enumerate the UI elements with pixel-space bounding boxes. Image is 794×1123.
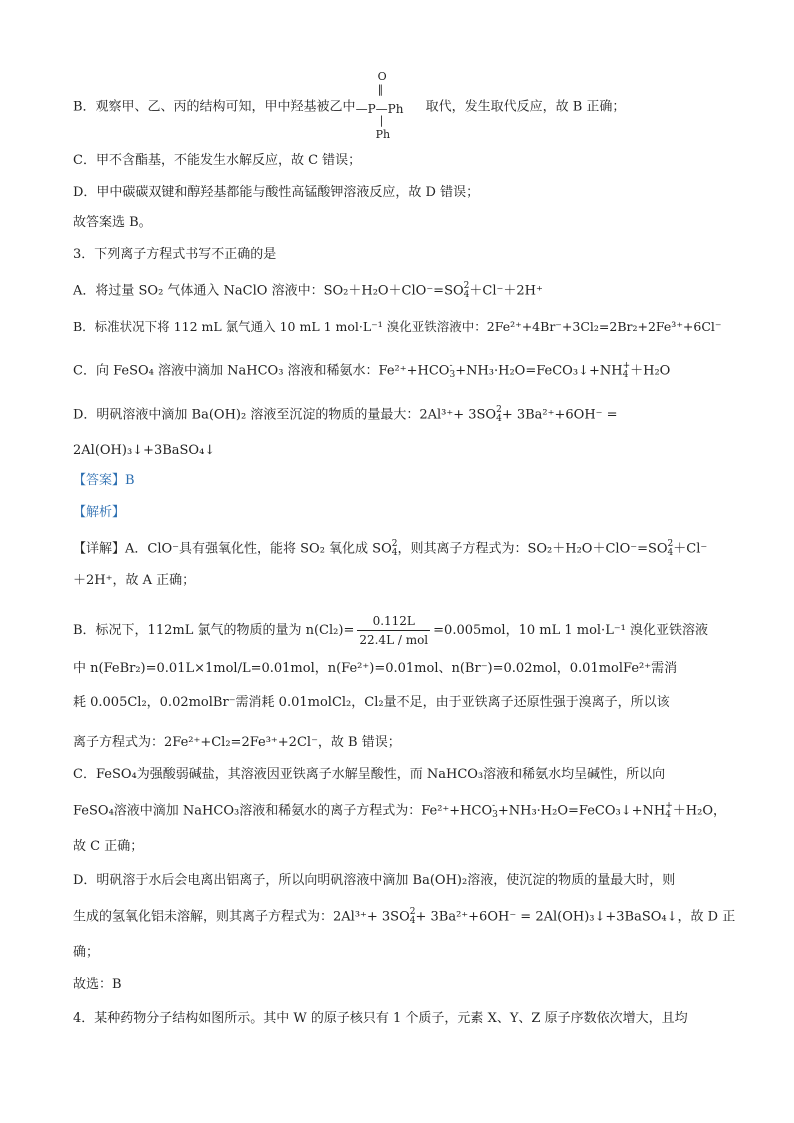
detail-d-2 xyxy=(73,908,734,927)
text: + 3Ba²⁺+6OH⁻ = xyxy=(501,407,618,423)
text: +NH₃·H₂O=FeCO₃↓+NH xyxy=(455,363,623,379)
text: ＋H₂O xyxy=(630,363,671,379)
question-3-option-d-cont: 2Al(OH)₃↓+3BaSO₄↓ xyxy=(73,443,216,458)
question-3: 3．下列离子方程式书写不正确的是 xyxy=(73,247,277,262)
option-d-note: D．甲中碳碳双键和醇羟基都能与酸性高锰酸钾溶液反应，故 D 错误； xyxy=(73,185,480,200)
double-bond: ‖ xyxy=(377,83,384,96)
text: 生成的氢氧化铝未溶解，则其离子方程式为：2Al³⁺+ 3SO xyxy=(73,909,410,925)
analysis-heading: 【解析】 xyxy=(73,505,126,520)
detail-b-3: 耗 0.005Cl₂，0.02molBr⁻需消耗 0.01molCl₂，Cl₂量不足，由于亚铁离子还原性强于溴离子，所以该 xyxy=(73,695,670,710)
text: ＋Cl⁻＋2H⁺ xyxy=(469,283,543,299)
denominator: 22.4L / mol xyxy=(359,633,429,647)
text: ＋Cl⁻ xyxy=(673,541,708,557)
text: FeSO₄溶液中滴加 NaHCO₃溶液和稀氨水的离子方程式为：Fe²⁺+HCO xyxy=(73,803,493,819)
question-3-option-b: B．标准状况下将 112 mL 氯气通入 10 mL 1 mol·L⁻¹ 溴化亚铁溶液中：2Fe²⁺+4Br⁻+3Cl₂=2Br₂+2Fe³⁺+6Cl⁻ xyxy=(73,319,722,334)
phosphoryl-structure xyxy=(355,70,426,141)
text: +NH₃·H₂O=FeCO₃↓+NH xyxy=(497,803,666,819)
detail-b xyxy=(73,612,734,649)
text: D．明矾溶液中滴加 Ba(OH)₂ 溶液至沉淀的物质的量最大：2Al³⁺+ 3SO xyxy=(73,407,497,423)
question-3-option-c xyxy=(73,362,734,381)
question-4: 4．某种药物分子结构如图所示。其中 W 的原子核只有 1 个质子，元素 X、Y、Z 原子序数依次增大，且均 xyxy=(73,1011,688,1026)
detail-d-3: 确； xyxy=(73,945,100,960)
text: A．将过量 SO₂ 气体通入 NaClO 溶液中：SO₂＋H₂O＋ClO⁻=SO xyxy=(73,283,464,299)
text: ，则其离子方程式为：SO₂＋H₂O＋ClO⁻=SO xyxy=(397,541,668,557)
sub: 3 xyxy=(492,810,498,820)
sub: 4 xyxy=(665,810,671,820)
sub: 4 xyxy=(496,414,502,424)
sup: 2 xyxy=(667,539,674,549)
detail-c-3: 故 C 正确； xyxy=(73,839,144,854)
sub: 4 xyxy=(409,916,416,926)
detail-c-2 xyxy=(73,802,734,821)
detail-d-1: D．明矾溶于水后会电离出铝离子，所以向明矾溶液中滴加 Ba(OH)₂溶液，使沉淀的物质的量最大时，则 xyxy=(73,873,676,888)
text: 取代，发生取代反应，故 B 正确； xyxy=(425,99,626,115)
p-ph-group: —P—Ph xyxy=(355,102,404,116)
detail-a xyxy=(73,540,734,559)
sup: - xyxy=(492,801,496,811)
sup: + xyxy=(622,361,631,371)
detail-b-4: 离子方程式为：2Fe²⁺+Cl₂=2Fe³⁺+2Cl⁻，故 B 错误； xyxy=(73,735,401,750)
text: B．标况下，112mL 氯气的物质的量为 xyxy=(73,623,302,638)
text: ＋H₂O， xyxy=(672,803,726,819)
answer-heading: 【答案】B xyxy=(73,473,135,488)
select-answer: 故选：B xyxy=(73,977,122,992)
text: 【详解】A．ClO⁻具有强氧化性，能将 SO₂ 氧化成 SO xyxy=(73,541,392,557)
formula-lhs: n(Cl₂)= xyxy=(305,623,355,638)
phenyl-group: Ph xyxy=(375,128,391,141)
sub: 3 xyxy=(449,370,456,380)
text: B．观察甲、乙、丙的结构可知，甲中羟基被乙中 xyxy=(73,99,356,115)
detail-c-1: C．FeSO₄为强酸弱碱盐，其溶液因亚铁离子水解呈酸性，而 NaHCO₃溶液和稀氨水均呈碱性，所以向 xyxy=(73,767,666,782)
single-bond: | xyxy=(379,114,384,127)
sub: 4 xyxy=(391,548,398,558)
oxygen-atom: O xyxy=(377,70,387,83)
sup: 2 xyxy=(496,405,502,415)
text: ，10 mL 1 mol·L⁻¹ 溴化亚铁溶液 xyxy=(505,623,709,638)
sup: 2 xyxy=(463,281,470,291)
sup: 2 xyxy=(391,539,398,549)
option-c-note: C．甲不含酯基，不能发生水解反应，故 C 错误； xyxy=(73,153,362,168)
fraction xyxy=(357,612,430,649)
option-b-observation xyxy=(73,70,734,141)
ion-charge xyxy=(623,362,631,380)
detail-b-2: 中 n(FeBr₂)=0.01L×1mol/L=0.01mol，n(Fe²⁺)=0.01mol、n(Br⁻)=0.02mol，0.01molFe²⁺需消 xyxy=(73,661,678,676)
question-3-option-d xyxy=(73,406,734,425)
text: + 3Ba²⁺+6OH⁻ = 2Al(OH)₃↓+3BaSO₄↓，故 D 正 xyxy=(415,909,736,925)
answer-select: 故答案选 B。 xyxy=(73,215,152,230)
formula-rhs: =0.005mol xyxy=(433,623,506,638)
numerator: 0.112L xyxy=(357,612,430,631)
sub: 4 xyxy=(463,290,470,300)
sub: 4 xyxy=(622,370,629,380)
detail-a-cont: ＋2H⁺，故 A 正确； xyxy=(73,573,196,588)
sup: - xyxy=(449,361,453,371)
sup: + xyxy=(665,801,673,811)
sup: 2 xyxy=(409,907,416,917)
text: C．向 FeSO₄ 溶液中滴加 NaHCO₃ 溶液和稀氨水：Fe²⁺+HCO xyxy=(73,363,450,379)
question-3-option-a xyxy=(73,282,734,301)
ion-charge xyxy=(665,802,673,820)
sub: 4 xyxy=(667,548,674,558)
